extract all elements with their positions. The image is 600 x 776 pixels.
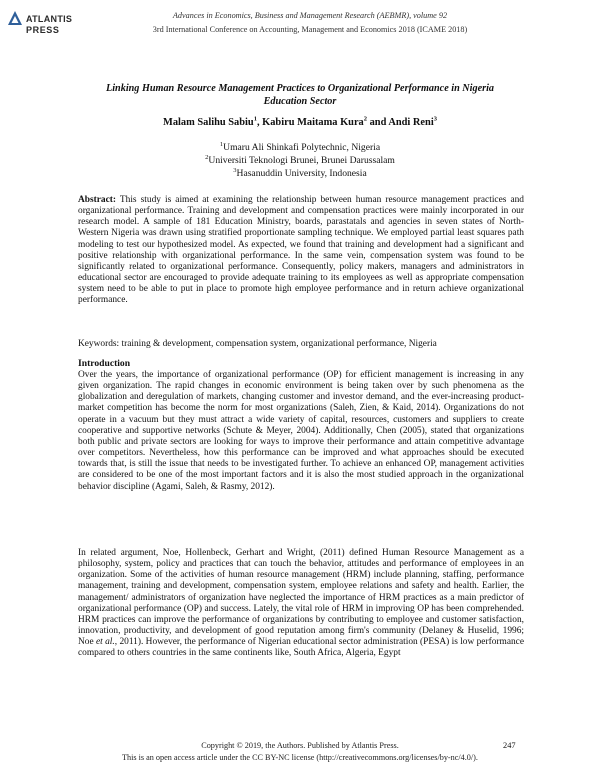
- author-sup: 3: [433, 115, 437, 123]
- intro-paragraph-1: Over the years, the importance of organizational performance (OP) for efficient management is increasing in any given organization. The rapid changes in economic environment is being taken over by such phenomena as the globalization and deregulation of markets, changing customer and investor demand, and the ever-increasing product-market competition has become the norm for most organizations (Saleh, Zien, & Kaid, 2014). Organizations do not operate in a vacuum but they must attract a wide variety of capital, resources, customers and suppliers to create cooperative and supportive networks (Schute & Meyer, 2004). Additionally, Chen (2005), stated that organizations both public and private sectors are looking for ways to improve their performance and attain competitive advantage over competitors. Nevertheless, how this performance can be improved and what approaches should be executed towards that, is still the issue that needs to be investigated further. To achieve an enhanced OP, management activities are considered to be one of the most important factors and it is also the most studied approach in the organizational behavior discipline (Agami, Saleh, & Rasmy, 2012).: [78, 370, 524, 492]
- page-number: 247: [503, 741, 516, 750]
- intro-paragraph-2-text-a: In related argument, Noe, Hollenbeck, Gerhart and Wright, (2011) defined Human Resource Management as a philosophy, system, policy and practices that can touch the behavior, attitudes and performance of employees in an organization. Some of the activities of human resource management (HRM) include planning, staffing, performance management, training and development, compensation system, employee relations and safety and health. Earlier, the management/ administrators of organization have neglected the importance of HRM practices as a main predictor of organizational performance (OP) and success. Lately, the vital role of HRM in improving OP has been comprehended. HRM practices can improve the performance of organizations by contributing to employee and customer satisfaction, innovation, productivity, and development of good reputation among firm's community (Delaney & Huselid, 1996; Noe: [78, 548, 524, 648]
- abstract-label: Abstract:: [78, 195, 117, 205]
- affiliation-text: Umaru Ali Shinkafi Polytechnic, Nigeria: [223, 142, 381, 153]
- affiliation-sup: 3: [233, 166, 237, 174]
- intro-paragraph-2: [78, 548, 524, 660]
- author-list: [60, 117, 540, 128]
- author-name: Malam Salihu Sabiu: [163, 117, 254, 128]
- intro-paragraph-2-text-b: , 2011). However, the performance of Nigerian educational sector administration (PESA) is low performance compared to others countries in the same continents like, South Africa, Algeria, Egypt: [78, 637, 524, 659]
- paper-title-line2: Education Sector: [263, 96, 337, 107]
- author-sup: 2: [363, 115, 367, 123]
- footer-copyright: Copyright © 2019, the Authors. Published by Atlantis Press.: [201, 741, 399, 750]
- author-sep: ,: [256, 117, 263, 128]
- author-name: Kabiru Maitama Kura: [262, 117, 364, 128]
- intro-paragraph-2-italic: et al.: [95, 637, 115, 648]
- section-heading-introduction: Introduction: [78, 358, 131, 369]
- abstract: [78, 195, 524, 307]
- keywords: Keywords: training & development, compensation system, organizational performance, Nigeria: [78, 339, 437, 349]
- logo-text-line2: PRESS: [26, 25, 60, 35]
- abstract-text: This study is aimed at examining the relationship between human resource management practices and organizational performance. Training and development and compensation practices were mainly incorporated in our research model. A sample of 181 Education Ministry, boards, parastatals and agencies in seven states of North-Western Nigeria was drawn using stratified proportionate sampling technique. We employed partial least squares path modeling to test our hypothesized model. As expected, we found that training and development had a significant and positive relationship with organizational performance. In the same vein, compensation system was found to be significantly related to organizational performance. Consequently, policy makers, managers and administrators in educational sector are encouraged to provide adequate training to its employees as well as appropriate compensation system need to be able to put in place to promote high employee performance and in return achieve organizational performance.: [78, 195, 524, 306]
- logo-text-line1: ATLANTIS: [26, 14, 73, 24]
- author-sup: 1: [253, 115, 257, 123]
- author-name: Andi Reni: [388, 117, 434, 128]
- affiliation-text: Universiti Teknologi Brunei, Brunei Darussalam: [208, 155, 395, 166]
- publisher-logo: [8, 8, 88, 36]
- affiliation-sup: 1: [219, 140, 224, 148]
- paper-title: [70, 82, 530, 108]
- affiliation: [60, 168, 540, 179]
- affiliation-sup: 2: [205, 153, 209, 161]
- affiliation: [60, 142, 540, 153]
- author-sep: and: [367, 117, 389, 128]
- footer-license: This is an open access article under the CC BY-NC license (http://creativecommons.org/licenses/by-nc/4.0/).: [122, 753, 478, 762]
- paper-title-line1: Linking Human Resource Management Practices to Organizational Performance in Nigeria: [106, 83, 494, 94]
- atlantis-logo-icon: [8, 11, 22, 25]
- running-header-series: Advances in Economics, Business and Management Research (AEBMR), volume 92: [172, 11, 448, 20]
- running-header-conference: 3rd International Conference on Accounting, Management and Economics 2018 (ICAME 2018): [152, 25, 468, 34]
- affiliation: [60, 155, 540, 166]
- affiliation-text: Hasanuddin University, Indonesia: [236, 168, 367, 179]
